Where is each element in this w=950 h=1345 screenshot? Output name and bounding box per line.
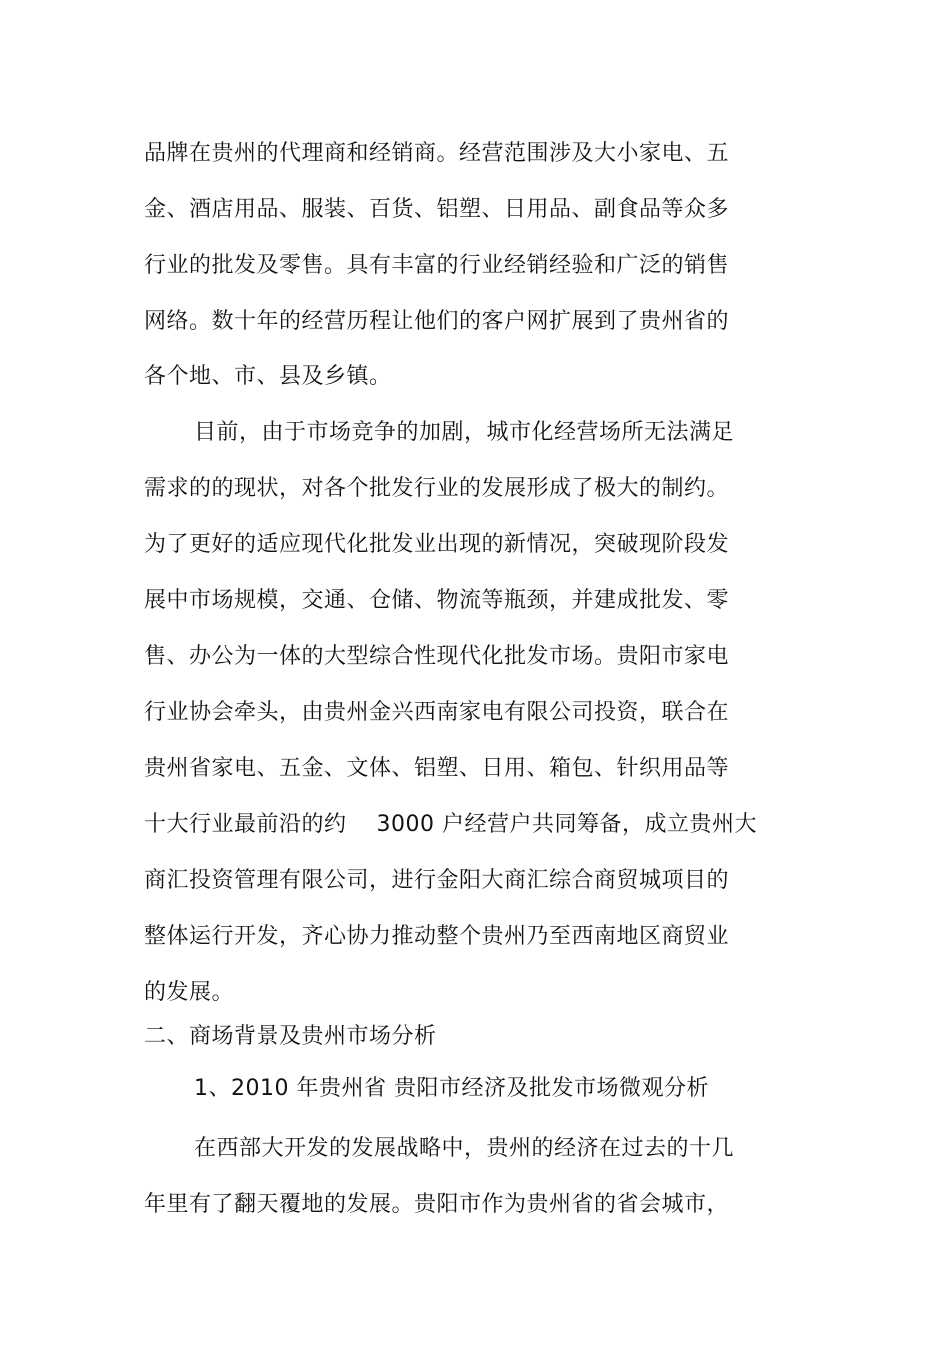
body-text-line: 整体运行开发，齐心协力推动整个贵州乃至西南地区商贸业 [144,924,730,949]
body-text-line: 行业协会牵头，由贵州金兴西南家电有限公司投资，联合在 [144,700,730,725]
body-text-line: 行业的批发及零售。具有丰富的行业经销经验和广泛的销售 [144,253,730,278]
body-text-line: 展中市场规模，交通、仓储、物流等瓶颈，并建成批发、零 [144,588,730,613]
body-text-line: 需求的的现状，对各个批发行业的发展形成了极大的制约。 [144,476,730,501]
paragraph-first-line: 在西部大开发的发展战略中，贵州的经济在过去的十几 [194,1136,735,1161]
body-text-line: 十大行业最前沿的约 3000 户经营户共同筹备，成立贵州大 [144,812,757,837]
body-text-line: 为了更好的适应现代化批发业出现的新情况，突破现阶段发 [144,532,730,557]
section-heading: 二、商场背景及贵州市场分析 [144,1024,437,1049]
paragraph-first-line: 目前，由于市场竞争的加剧，城市化经营场所无法满足 [194,420,735,445]
body-text-line: 商汇投资管理有限公司，进行金阳大商汇综合商贸城项目的 [144,868,730,893]
body-text-line: 各个地、市、县及乡镇。 [144,364,392,389]
subsection-heading: 1、2010 年贵州省 贵阳市经济及批发市场微观分析 [194,1076,709,1101]
body-text-line: 金、酒店用品、服装、百货、铝塑、日用品、副食品等众多 [144,197,730,222]
body-text-line: 年里有了翻天覆地的发展。贵阳市作为贵州省的省会城市， [144,1192,730,1217]
body-text-line: 网络。数十年的经营历程让他们的客户网扩展到了贵州省的 [144,309,730,334]
body-text-line: 的发展。 [144,980,235,1005]
body-text-line: 品牌在贵州的代理商和经销商。经营范围涉及大小家电、五 [144,141,730,166]
body-text-line: 贵州省家电、五金、文体、铝塑、日用、箱包、针织用品等 [144,756,730,781]
body-text-line: 售、办公为一体的大型综合性现代化批发市场。贵阳市家电 [144,644,730,669]
